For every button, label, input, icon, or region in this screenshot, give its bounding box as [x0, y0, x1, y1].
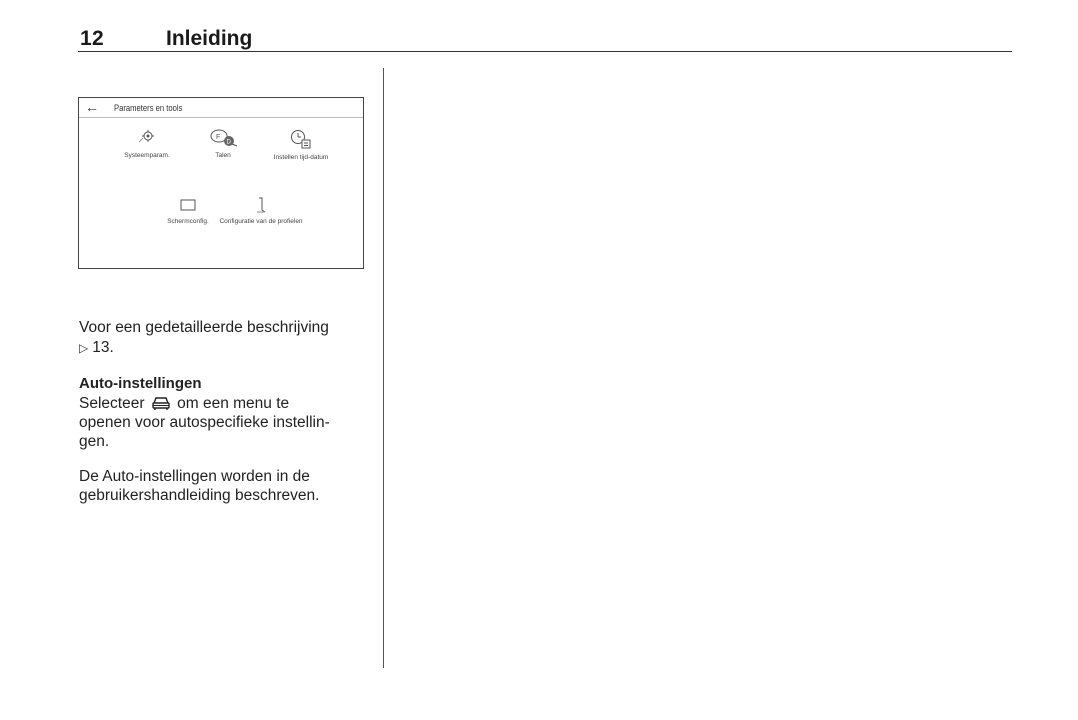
figure-header-bar: [79, 98, 363, 118]
section-heading: Auto-instellingen: [79, 375, 202, 392]
tile-time-date[interactable]: [251, 128, 351, 161]
tile-label: Systeemparam.: [124, 152, 170, 159]
para2-line2: openen voor autospecifieke instellin-: [79, 414, 330, 431]
paragraph-user-manual: [79, 467, 379, 505]
tile-label: Instellen tijd-datum: [273, 154, 329, 161]
para3-line2: gebruikershandleiding beschreven.: [79, 487, 320, 504]
languages-icon: [208, 128, 238, 148]
settings-screenshot-figure: [78, 97, 364, 269]
figure-title: Parameters en tools: [114, 103, 183, 113]
tile-label: Talen: [215, 152, 231, 159]
car-icon: [151, 395, 171, 411]
back-arrow-icon[interactable]: ←: [85, 99, 99, 115]
tile-system-settings[interactable]: [109, 128, 185, 159]
chapter-title: Inleiding: [166, 27, 253, 50]
svg-text:D: D: [226, 139, 231, 146]
crossref-page: 13.: [92, 339, 114, 356]
tile-label: Configuratie van de profielen: [219, 218, 303, 225]
tile-label: Schermconfig.: [167, 218, 209, 225]
svg-text:F: F: [216, 134, 221, 141]
header-rule: [78, 51, 1012, 52]
cross-reference[interactable]: [79, 338, 114, 358]
page-number: 12: [80, 27, 104, 50]
tile-languages[interactable]: [197, 128, 249, 159]
para2-line3: gen.: [79, 433, 110, 450]
screen-icon: [178, 196, 198, 214]
profile-icon: [251, 196, 271, 214]
clock-calendar-icon: [289, 128, 313, 150]
paragraph-description: Voor een gedetailleerde beschrijving: [79, 319, 329, 336]
tile-screen-config[interactable]: [155, 196, 221, 225]
para3-line1: De Auto-instellingen worden in de: [79, 468, 310, 485]
column-divider: [383, 68, 384, 668]
paragraph-auto-settings: [79, 394, 379, 451]
para2-line1: Selecteer om een menu te: [79, 395, 290, 412]
crossref-arrow-icon: ▷: [79, 341, 89, 355]
system-settings-icon: [136, 128, 158, 148]
tile-profile-config[interactable]: [213, 196, 309, 225]
